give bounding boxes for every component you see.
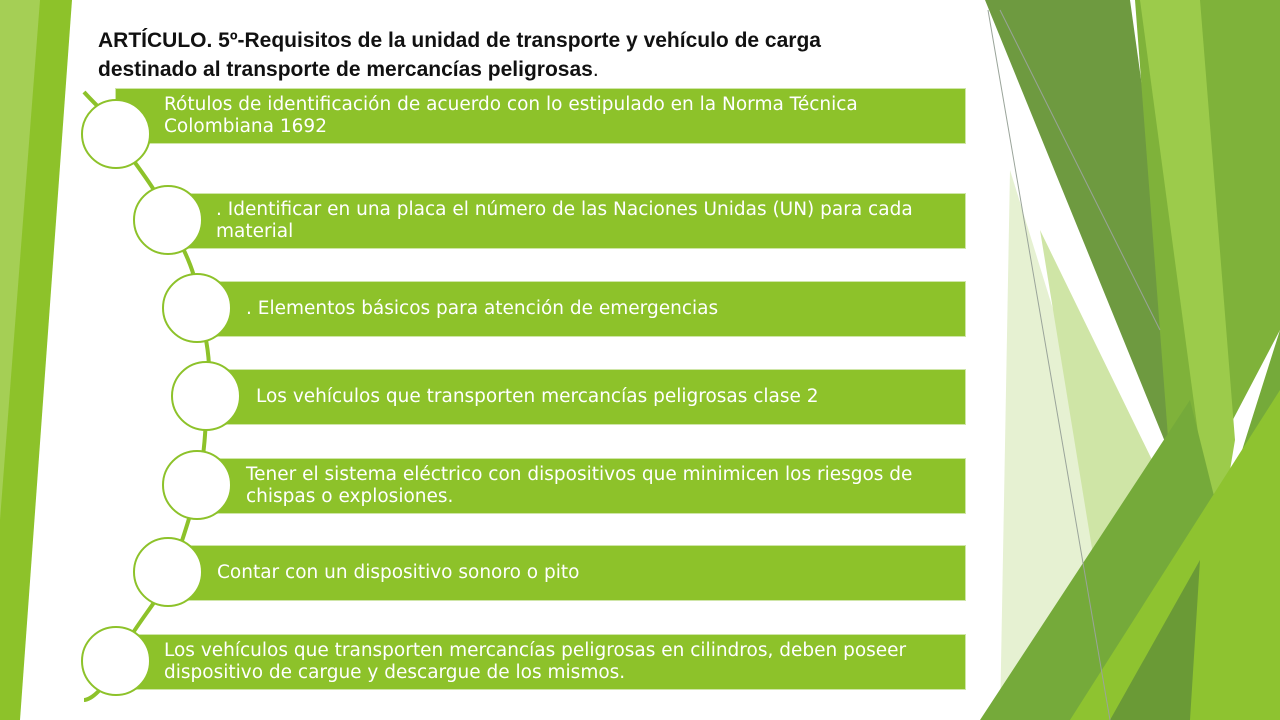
list-item-text: . Elementos básicos para atención de emergencias <box>246 298 719 319</box>
list-item-bar-3 <box>198 281 966 337</box>
list-item-bar-1 <box>115 88 966 144</box>
list-item-bar-4 <box>207 369 966 425</box>
slide-title <box>98 26 958 84</box>
title-line-2: destinado al transporte de mercancías peligrosas <box>98 58 593 81</box>
list-item-bullet <box>133 185 203 255</box>
title-period: . <box>592 58 599 81</box>
list-item-bar-7 <box>115 634 966 690</box>
list-item-text: Tener el sistema eléctrico con dispositivos que minimicen los riesgos de chispas o explosiones. <box>246 464 913 507</box>
list-item-bar-6 <box>168 545 966 601</box>
list-item-text: . Identificar en una placa el número de las Naciones Unidas (UN) para cada material <box>216 199 913 242</box>
list-item-text: Los vehículos que transporten mercancías peligrosas en cilindros, deben poseer dispositivo de cargue y descargue de los mismos. <box>164 640 907 683</box>
list-item-text: Rótulos de identificación de acuerdo con lo estipulado en la Norma Técnica Colombiana 1692 <box>164 94 858 137</box>
list-item-bullet <box>133 537 203 607</box>
list-item-bullet <box>81 99 151 169</box>
list-item-bullet <box>81 626 151 696</box>
list-item-text: Los vehículos que transporten mercancías peligrosas clase 2 <box>256 386 819 407</box>
list-item-bullet <box>162 450 232 520</box>
list-item-bar-5 <box>198 458 966 514</box>
list-item-bullet <box>171 361 241 431</box>
list-item-bar-2 <box>168 193 966 249</box>
list-item-text: Contar con un dispositivo sonoro o pito <box>217 562 580 583</box>
list-item-bullet <box>162 273 232 343</box>
title-line-1: ARTÍCULO. 5º-Requisitos de la unidad de transporte y vehículo de carga <box>98 29 821 52</box>
